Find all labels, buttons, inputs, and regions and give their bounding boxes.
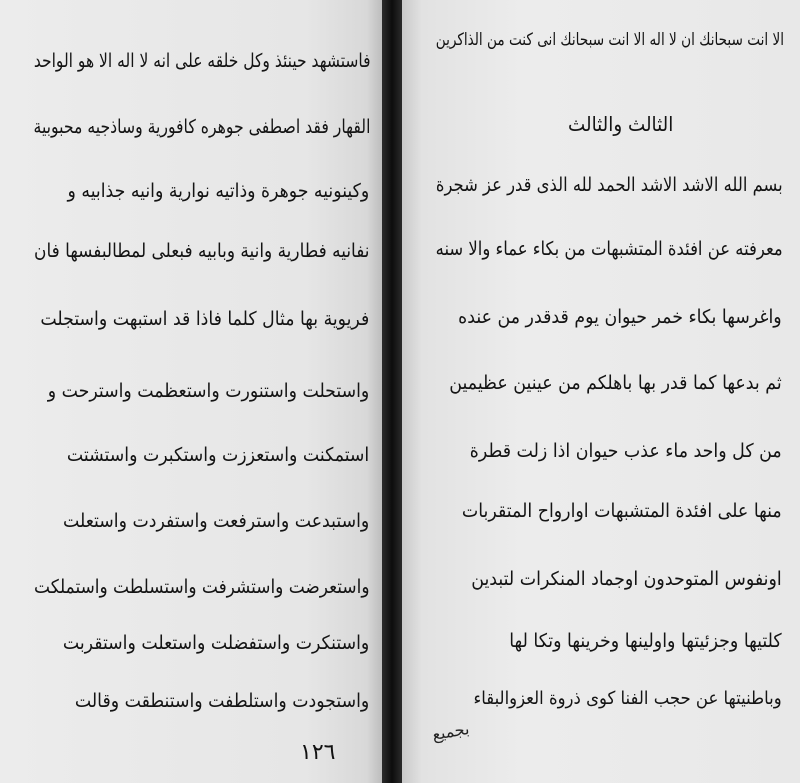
right-line-10: كلتيها وجزئيتها واولينها وخرينها وتكا لها	[509, 630, 782, 652]
left-line-8: واستبدعت واسترفعت واستفردت واستعلت	[62, 510, 370, 532]
right-line-8: منها على افئدة المتشبهات اوارواح المتقربات	[461, 500, 782, 522]
left-line-11: واستجودت واستلطفت واستنطقت وقالت	[74, 690, 370, 712]
right-line-1: الا انت سبحانك ان لا اله الا انت سبحانك انى كنت من الذاكرين	[435, 30, 784, 50]
right-line-3: بسم الله الاشد الاشد الحمد لله الذى قدر عز شجرة	[435, 174, 783, 196]
catchword: بجميع	[430, 718, 471, 745]
left-line-5: فريوية بها مثال كلما فاذا قد استبهت واستجلت	[40, 308, 370, 330]
right-line-4: معرفته عن افئدة المتشبهات من بكاء عماء والا سنه	[435, 238, 783, 260]
right-line-5: واغرسها بكاء خمر حيوان يوم قدقدر من عنده	[458, 306, 782, 328]
left-line-10: واستنكرت واستفضلت واستعلت واستقربت	[62, 632, 370, 654]
left-line-3: وكينونيه جوهرة وذاتيه نوارية وانيه جذابيه و	[67, 180, 370, 202]
left-line-6: واستحلت واستنورت واستعظمت واسترحت و	[47, 380, 370, 402]
left-line-7: استمكنت واستعززت واستكبرت واستشتت	[66, 444, 370, 466]
right-line-11: وباطنيتها عن حجب الفنا كوى ذروة العزوالبقاء	[473, 688, 782, 709]
right-line-6: ثم بدعها كما قدر بها باهلكم من عينين عظيمين	[449, 372, 782, 394]
chapter-heading: الثالث والثالث	[568, 112, 674, 136]
left-line-4: نفانيه فطارية وانية وبابيه فبعلى لمطالبفسها فان	[34, 240, 370, 262]
left-line-9: واستعرضت واستشرفت واستسلطت واستملكت	[34, 576, 370, 598]
right-line-9: اونفوس المتوحدون اوجماد المنكرات لتبدين	[471, 568, 782, 590]
left-line-2: القهار فقد اصطفى جوهره كافورية وساذجيه محبوبية	[33, 116, 371, 138]
right-page	[402, 0, 800, 783]
left-page	[0, 0, 382, 783]
book-gutter	[382, 0, 402, 783]
left-line-1: فاستشهد حينئذ وكل خلقه على انه لا اله الا هو الواحد	[33, 50, 371, 72]
folio-number: ١٢٦	[300, 740, 336, 765]
right-line-7: من كل واحد ماء عذب حيوان اذا زلت قطرة	[469, 440, 782, 462]
